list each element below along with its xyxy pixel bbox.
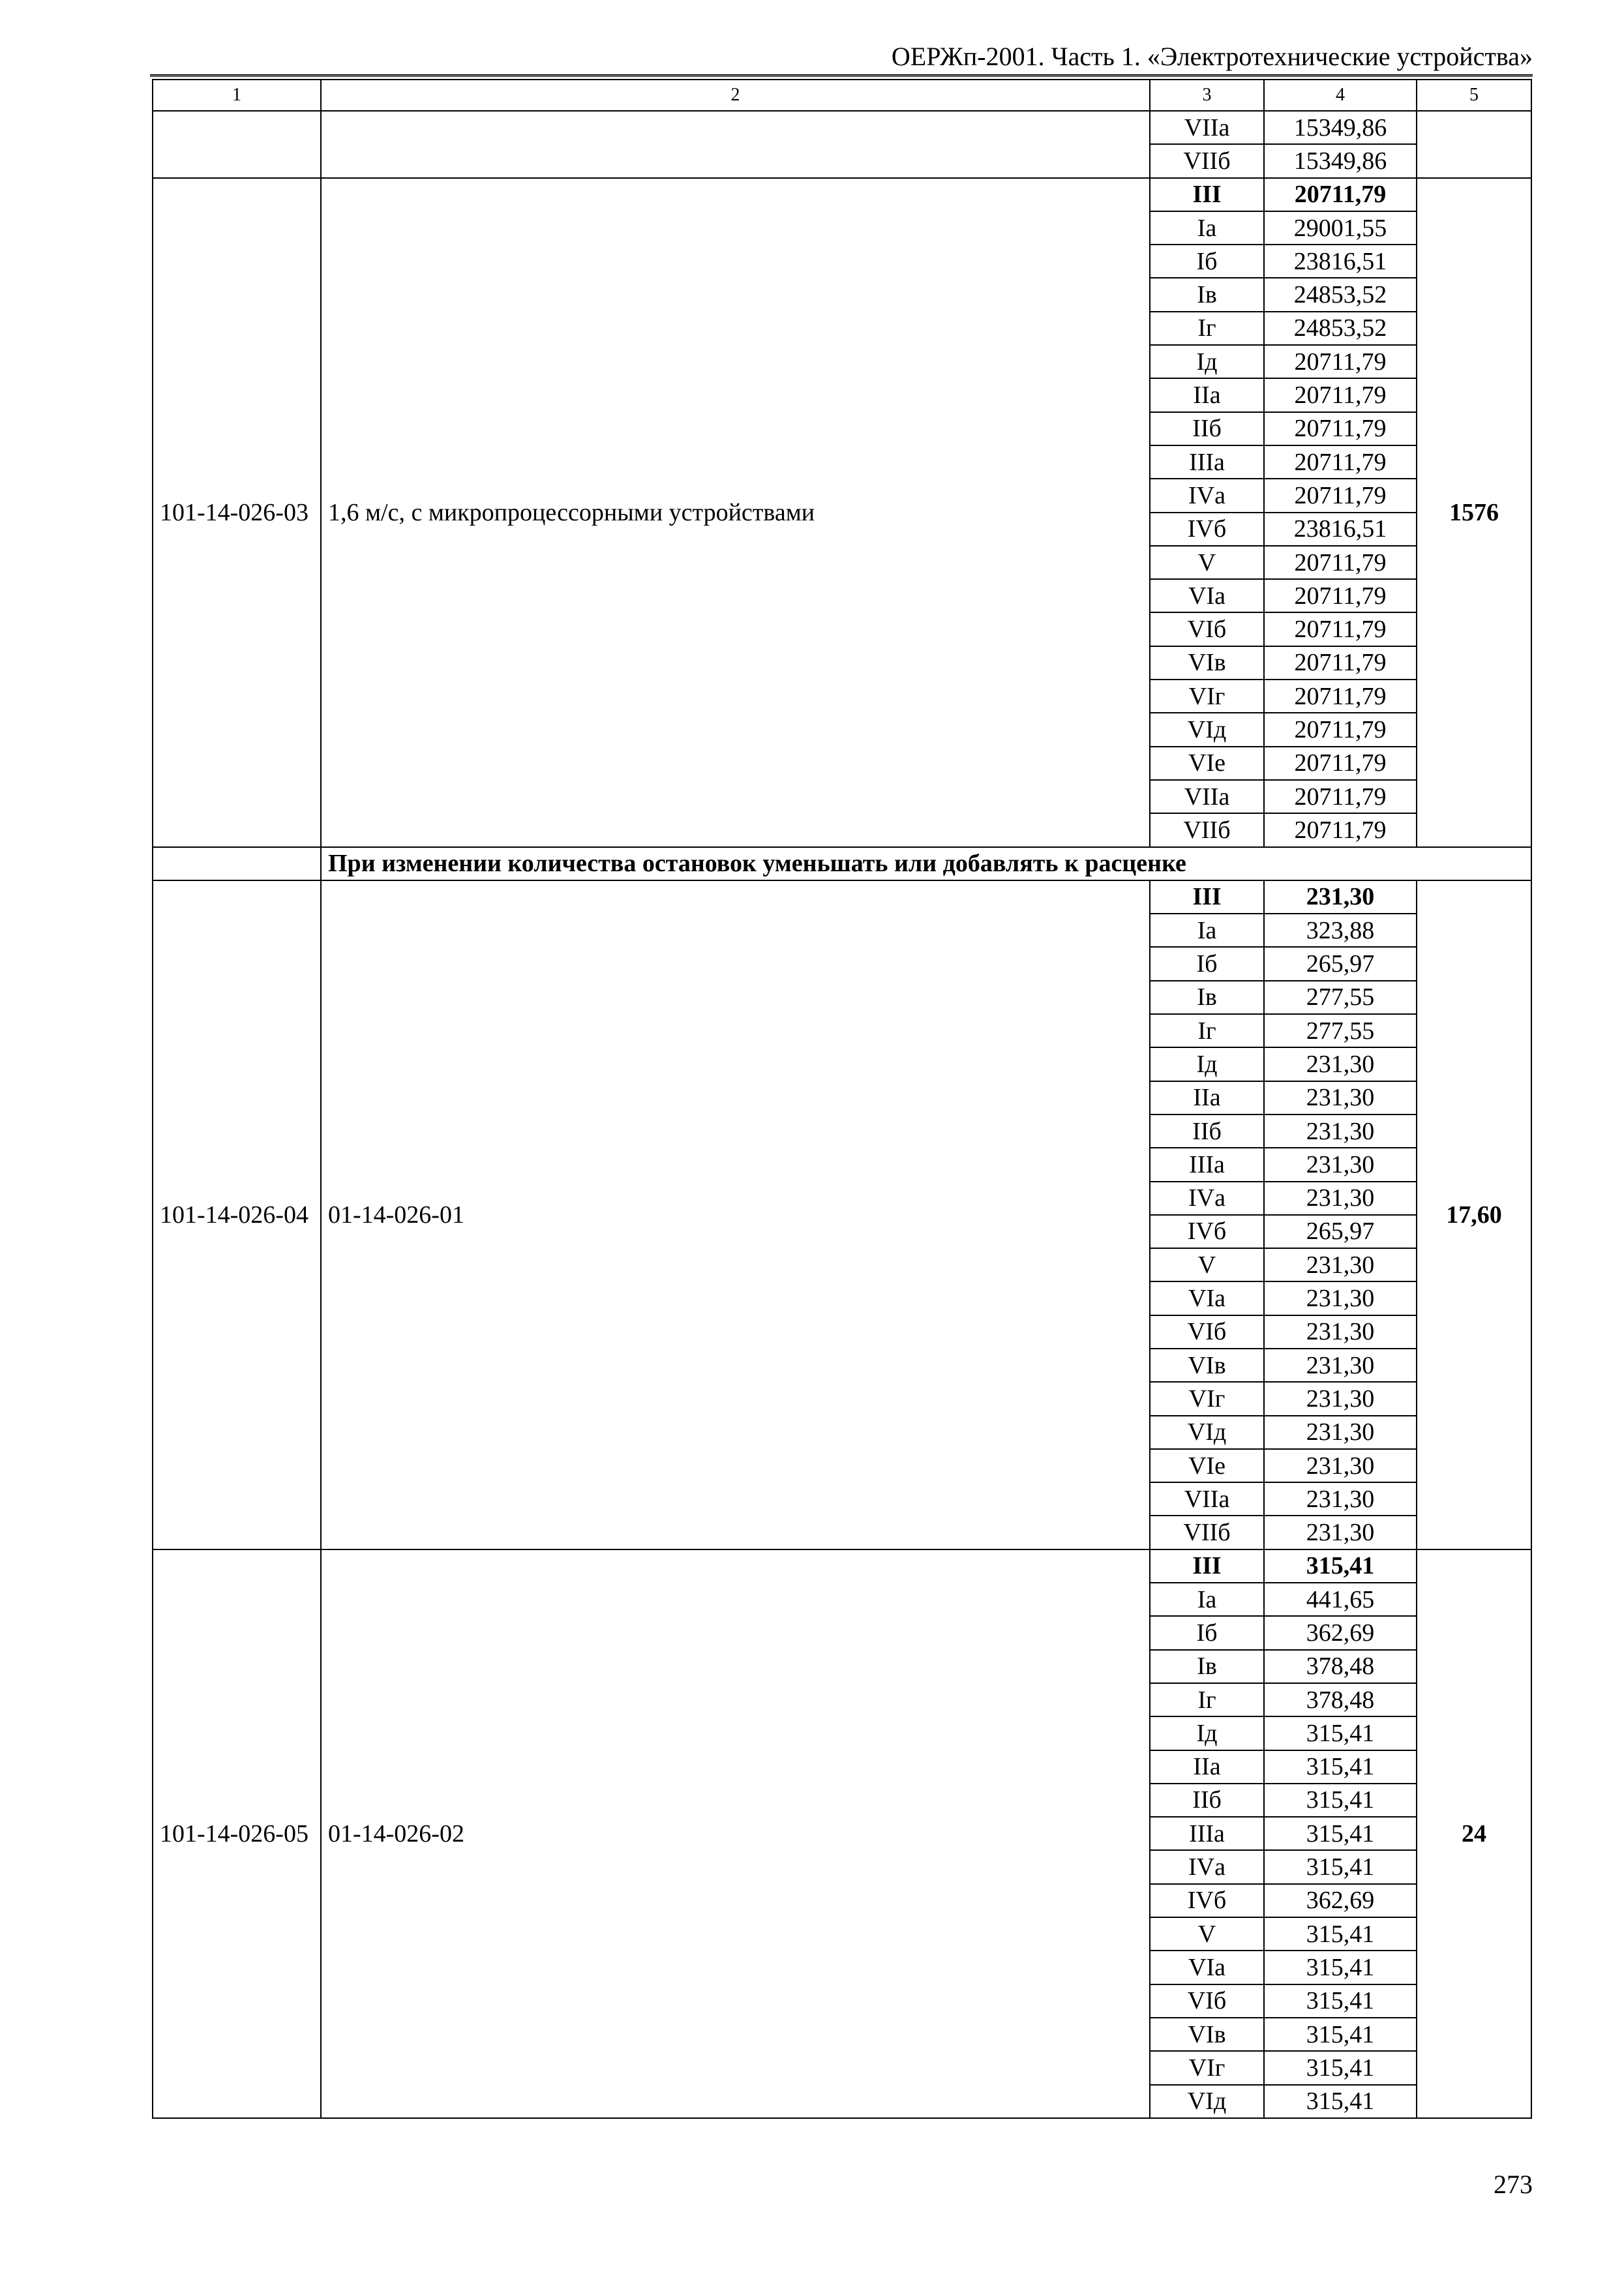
zone-cell: IIб [1150,412,1264,445]
value-cell: 362,69 [1264,1884,1417,1917]
value-cell: 23816,51 [1264,245,1417,278]
zone-cell: V [1150,1248,1264,1281]
zone-cell: Iб [1150,1616,1264,1649]
value-cell: 315,41 [1264,1750,1417,1784]
code-cell [153,111,321,178]
rate-cell: 17,60 [1417,880,1531,1549]
value-cell: 20711,79 [1264,713,1417,746]
column-number: 2 [321,80,1150,111]
value-cell: 378,48 [1264,1683,1417,1716]
value-cell: 231,30 [1264,1449,1417,1482]
value-cell: 15349,86 [1264,111,1417,144]
zone-cell: VIIб [1150,813,1264,846]
zone-cell: IIIа [1150,445,1264,479]
value-cell: 20711,79 [1264,579,1417,612]
zone-cell: IIб [1150,1115,1264,1148]
value-cell: 231,30 [1264,880,1417,914]
zone-cell: VIа [1150,1281,1264,1315]
zone-cell: VIг [1150,680,1264,713]
zone-cell: VIIа [1150,1482,1264,1516]
value-cell: 20711,79 [1264,479,1417,512]
page-header: ОЕРЖп-2001. Часть 1. «Электротехнические устройства» [891,42,1533,71]
value-cell: 323,88 [1264,914,1417,947]
zone-cell: IIб [1150,1784,1264,1817]
column-number: 4 [1264,80,1417,111]
value-cell: 265,97 [1264,1215,1417,1248]
page-number: 273 [1494,2170,1533,2199]
value-cell: 20711,79 [1264,378,1417,411]
zone-cell: Iг [1150,312,1264,345]
section-note: При изменении количества остановок уменьшать или добавлять к расценке [321,847,1531,880]
zone-cell: Iд [1150,345,1264,378]
value-cell: 20711,79 [1264,445,1417,479]
zone-cell: III [1150,1549,1264,1583]
zone-cell: IIIа [1150,1148,1264,1181]
value-cell: 315,41 [1264,2018,1417,2051]
zone-cell: VIд [1150,713,1264,746]
zone-cell: Iа [1150,914,1264,947]
value-cell: 315,41 [1264,1917,1417,1951]
zone-cell: IVа [1150,1182,1264,1215]
zone-cell: VIд [1150,1416,1264,1449]
value-cell: 315,41 [1264,1716,1417,1750]
value-cell: 231,30 [1264,1382,1417,1415]
value-cell: 20711,79 [1264,780,1417,813]
value-cell: 315,41 [1264,1850,1417,1883]
zone-cell: Iг [1150,1683,1264,1716]
value-cell: 20711,79 [1264,178,1417,211]
value-cell: 231,30 [1264,1115,1417,1148]
zone-cell: VIа [1150,1951,1264,1984]
value-cell: 315,41 [1264,2085,1417,2118]
zone-cell: VIIа [1150,780,1264,813]
description-cell: 01-14-026-02 [321,1549,1150,2118]
value-cell: 277,55 [1264,981,1417,1014]
value-cell: 231,30 [1264,1148,1417,1181]
zone-cell: Iв [1150,278,1264,311]
value-cell: 231,30 [1264,1315,1417,1349]
value-cell: 23816,51 [1264,513,1417,546]
column-numbers-row [153,80,1531,111]
zone-cell: VIд [1150,2085,1264,2118]
zone-cell: VIб [1150,612,1264,646]
value-cell: 24853,52 [1264,312,1417,345]
rates-table [152,79,1532,2119]
zone-cell: IVб [1150,1215,1264,1248]
zone-cell: Iв [1150,981,1264,1014]
zone-cell: Iб [1150,245,1264,278]
value-cell: 20711,79 [1264,612,1417,646]
zone-cell: Iв [1150,1650,1264,1683]
value-cell: 20711,79 [1264,680,1417,713]
zone-cell: VIе [1150,747,1264,780]
value-cell: 378,48 [1264,1650,1417,1683]
value-cell: 315,41 [1264,1984,1417,2018]
value-cell: 15349,86 [1264,144,1417,177]
value-cell: 441,65 [1264,1583,1417,1616]
zone-cell: IVа [1150,479,1264,512]
zone-cell: VIIб [1150,1516,1264,1549]
code-cell: 101-14-026-03 [153,178,321,847]
zone-cell: Iа [1150,1583,1264,1616]
zone-cell: IVб [1150,513,1264,546]
value-cell: 29001,55 [1264,211,1417,245]
value-cell: 231,30 [1264,1182,1417,1215]
code-cell: 101-14-026-04 [153,880,321,1549]
table-row [153,880,1531,914]
zone-cell: VIб [1150,1984,1264,2018]
zone-cell: VIIа [1150,111,1264,144]
section-note-row [153,847,1531,880]
value-cell: 315,41 [1264,2051,1417,2084]
value-cell: 362,69 [1264,1616,1417,1649]
zone-cell: IVа [1150,1850,1264,1883]
zone-cell: Iг [1150,1014,1264,1047]
zone-cell: VIб [1150,1315,1264,1349]
zone-cell: VIе [1150,1449,1264,1482]
zone-cell: IIа [1150,1750,1264,1784]
zone-cell: IIа [1150,1081,1264,1115]
zone-cell: VIв [1150,646,1264,680]
zone-cell: VIг [1150,2051,1264,2084]
zone-cell: Iд [1150,1716,1264,1750]
zone-cell: Iд [1150,1047,1264,1081]
value-cell: 231,30 [1264,1516,1417,1549]
rate-cell [1417,111,1531,178]
zone-cell: V [1150,1917,1264,1951]
value-cell: 20711,79 [1264,646,1417,680]
value-cell: 20711,79 [1264,345,1417,378]
column-number: 1 [153,80,321,111]
zone-cell: III [1150,880,1264,914]
value-cell: 315,41 [1264,1951,1417,1984]
value-cell: 277,55 [1264,1014,1417,1047]
table-row [153,178,1531,211]
zone-cell: Iб [1150,947,1264,980]
zone-cell: Iа [1150,211,1264,245]
zone-cell: VIв [1150,1349,1264,1382]
table-row [153,1549,1531,1583]
value-cell: 231,30 [1264,1047,1417,1081]
value-cell: 20711,79 [1264,412,1417,445]
column-number: 5 [1417,80,1531,111]
zone-cell: VIа [1150,579,1264,612]
value-cell: 231,30 [1264,1416,1417,1449]
zone-cell: IVб [1150,1884,1264,1917]
header-rule [150,74,1533,77]
value-cell: 231,30 [1264,1349,1417,1382]
rate-cell: 1576 [1417,178,1531,847]
zone-cell: VIв [1150,2018,1264,2051]
column-number: 3 [1150,80,1264,111]
code-cell [153,847,321,880]
zone-cell: V [1150,546,1264,579]
value-cell: 265,97 [1264,947,1417,980]
value-cell: 231,30 [1264,1081,1417,1115]
value-cell: 20711,79 [1264,747,1417,780]
zone-cell: IIIа [1150,1817,1264,1850]
rate-cell: 24 [1417,1549,1531,2118]
zone-cell: VIIб [1150,144,1264,177]
description-cell: 01-14-026-01 [321,880,1150,1549]
continuation-row [153,111,1531,144]
value-cell: 231,30 [1264,1482,1417,1516]
code-cell: 101-14-026-05 [153,1549,321,2118]
value-cell: 315,41 [1264,1817,1417,1850]
value-cell: 231,30 [1264,1248,1417,1281]
zone-cell: IIа [1150,378,1264,411]
value-cell: 20711,79 [1264,813,1417,846]
value-cell: 20711,79 [1264,546,1417,579]
value-cell: 315,41 [1264,1784,1417,1817]
zone-cell: III [1150,178,1264,211]
zone-cell: VIг [1150,1382,1264,1415]
value-cell: 24853,52 [1264,278,1417,311]
description-cell [321,111,1150,178]
value-cell: 231,30 [1264,1281,1417,1315]
value-cell: 315,41 [1264,1549,1417,1583]
description-cell: 1,6 м/с, с микропроцессорными устройствами [321,178,1150,847]
